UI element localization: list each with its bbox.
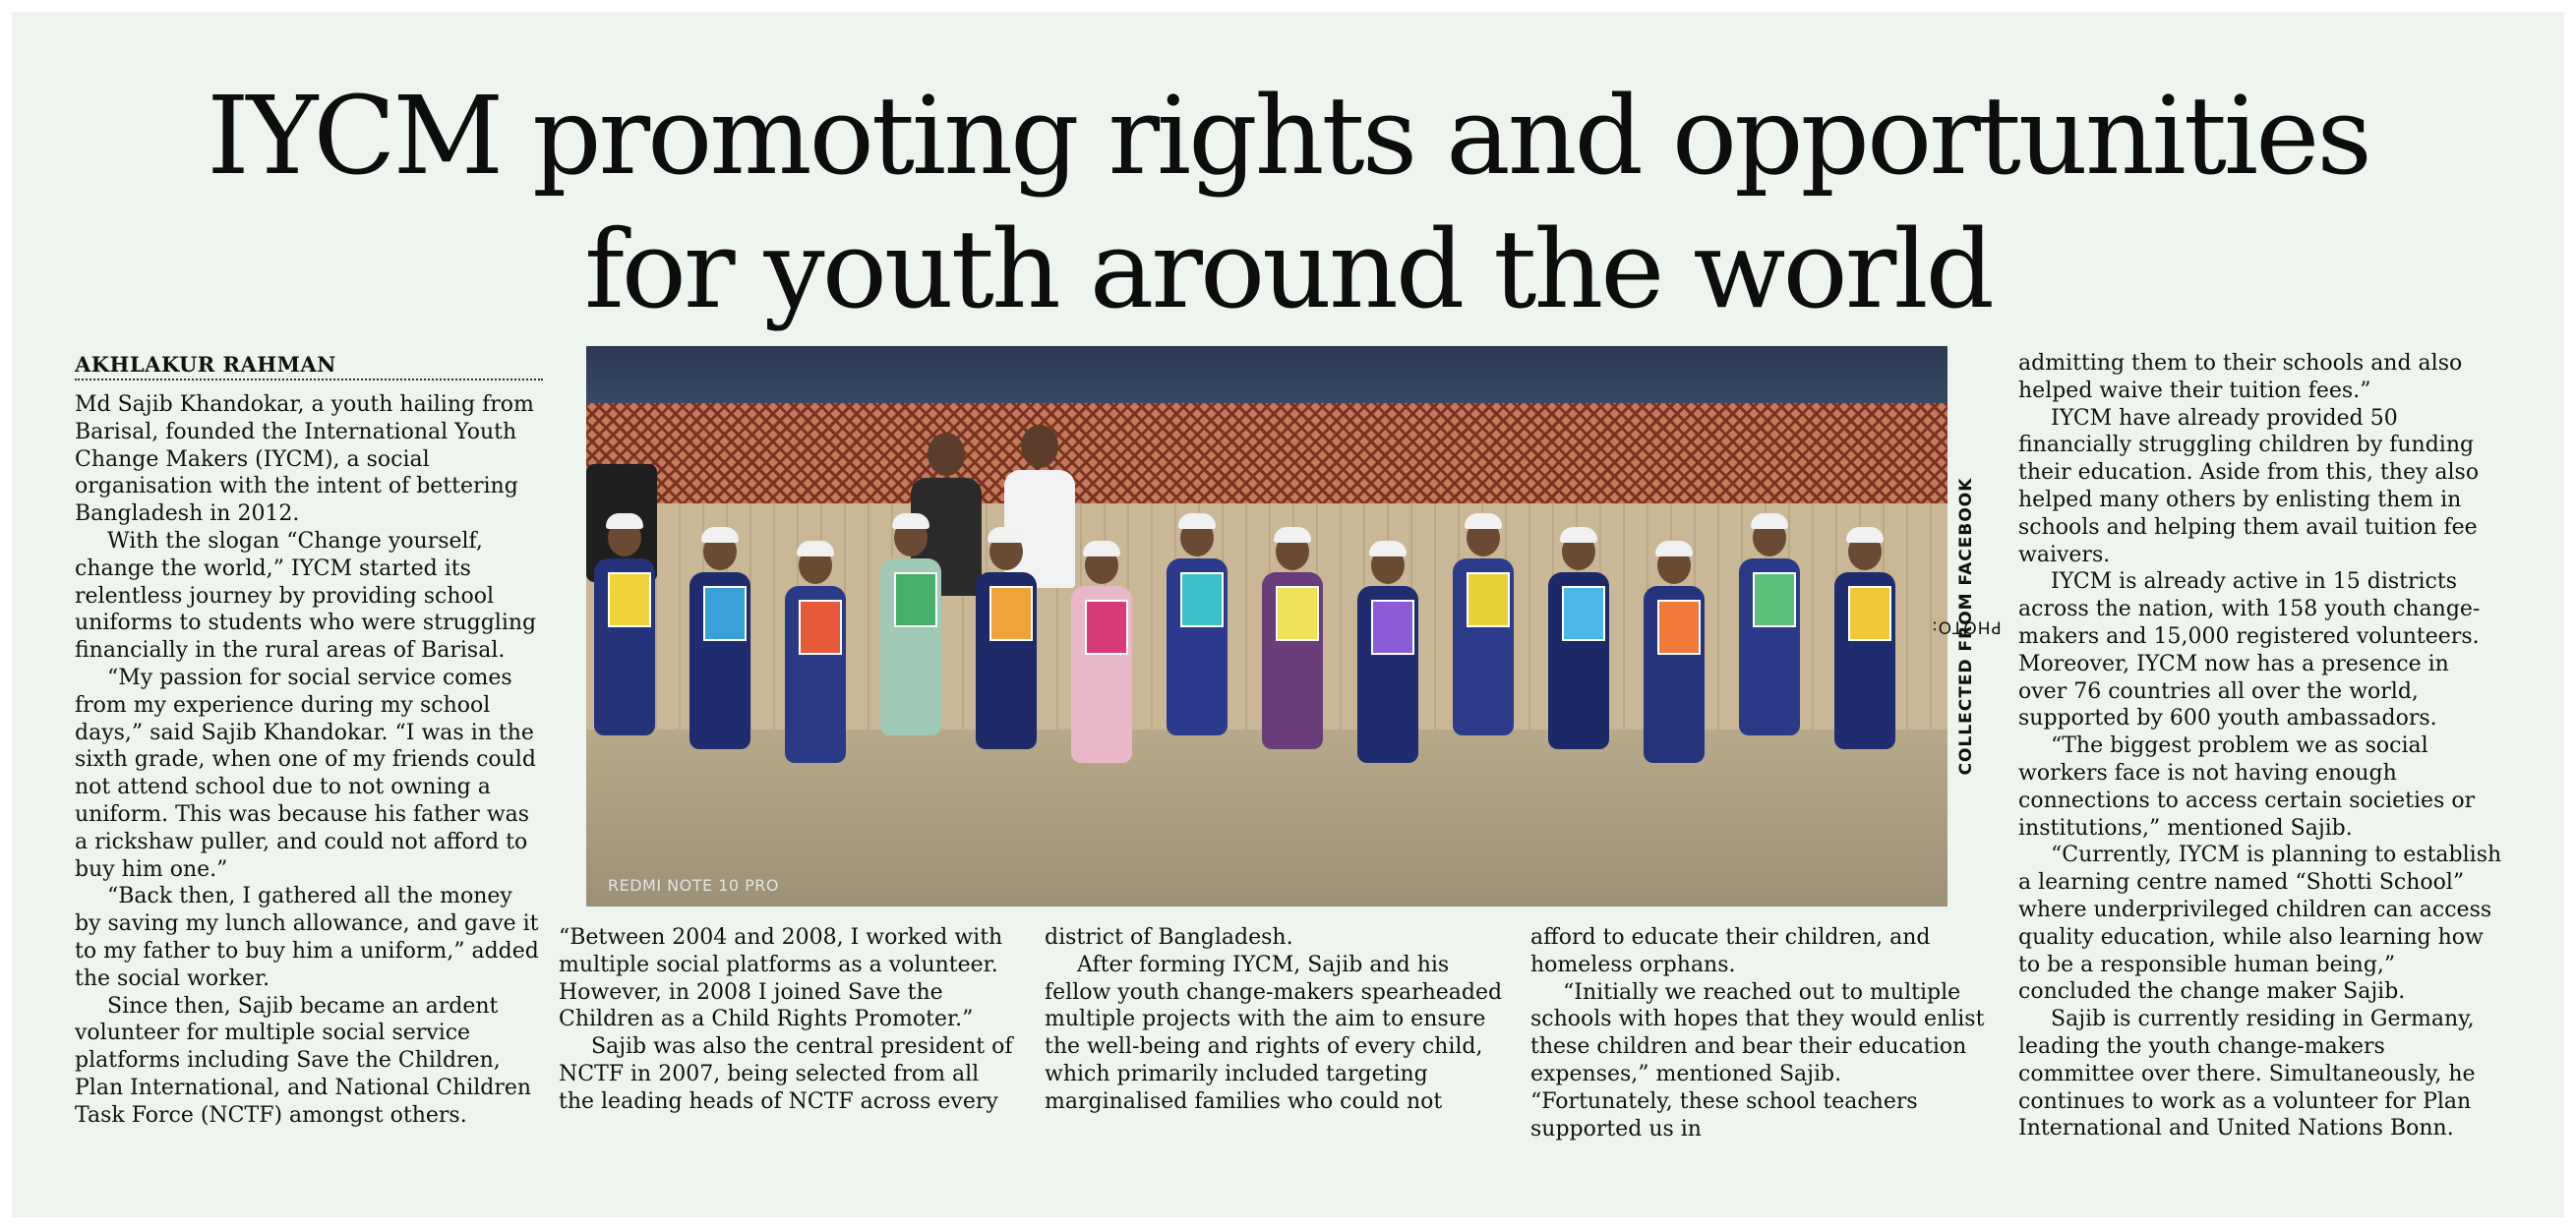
article-paragraph: Sajib was also the central president of NCTF in 2007, being selected from all the leading heads of NCTF across every [559, 1034, 1013, 1114]
photo-child-figure [1739, 513, 1800, 735]
article-column-3 [1045, 924, 1503, 1116]
article-paragraph: “Between 2004 and 2008, I worked with multiple social platforms as a volunteer. However, in 2008 I joined Save the Children as a Child Rights Promoter.” [559, 925, 1003, 1032]
headline [12, 69, 2564, 336]
article-paragraph: “Currently, IYCM is planning to establish a learning centre named “Shotti School” where underprivileged children can access quality education, while also learning how to be a responsible human being,” concluded the change maker Sajib. [2018, 843, 2502, 1005]
photo-child-figure [1262, 527, 1323, 749]
photo-credit [1931, 346, 2002, 907]
photo-child-figure [1167, 513, 1228, 735]
headline-line-2: for youth around the world [584, 206, 1992, 332]
photo-child-figure [1357, 541, 1418, 763]
photo-child-figure [1071, 541, 1132, 763]
byline: AKHLAKUR RAHMAN [75, 352, 336, 377]
article-paragraph: Sajib is currently residing in Germany, leading the youth change-makers committee over there. Simultaneously, he continues to work as a volunteer for Plan International and United Nations Bonn. [2018, 1007, 2476, 1141]
article-paragraph: “The biggest problem we as social workers face is not having enough connections to access certain societies or institutions,” mentioned Sajib. [2018, 733, 2476, 841]
article-paragraph: “Initially we reached out to multiple schools with hopes that they would enlist these children and bear their education expenses,” mentioned Sajib. “Fortunately, these school teachers supported us in [1530, 979, 1985, 1141]
article-paragraph: IYCM is already active in 15 districts across the nation, with 158 youth change-makers and 15,000 registered volunteers. Moreover, IYCM now has a presence in over 76 countries all over the world, supported by 600 youth ambassadors. [2018, 569, 2481, 732]
byline-divider [75, 379, 543, 380]
article-column-4 [1530, 924, 1989, 1142]
photo-child-figure [1453, 513, 1514, 735]
photo-watermark: REDMI NOTE 10 PRO [608, 876, 779, 895]
article-paragraph: “Back then, I gathered all the money by saving my lunch allowance, and gave it to my father to buy him a uniform,” added the social worker. [75, 884, 539, 991]
article-paragraph: “My passion for social service comes from my experience during my school days,” said Sajib Khandokar. “I was in the sixth grade, when one of my friends could not attend school due to not owning a uniform. This was because his father was a rickshaw puller, and could not afford to buy him one.” [75, 665, 536, 882]
article-paragraph: After forming IYCM, Sajib and his fellow youth change-makers spearheaded multiple projects with the aim to ensure the well-being and rights of every child, which primarily included targeting marginalised families who could not [1045, 952, 1503, 1114]
headline-line-1: IYCM promoting rights and opportunities [207, 73, 2369, 199]
photo-child-figure [594, 513, 655, 735]
article-column-5 [2018, 350, 2502, 1142]
photo-child-figure [785, 541, 846, 763]
article-paragraph: IYCM have already provided 50 financially struggling children by funding their education. Aside from this, they also helped many others by enlisting them in schools and helping them avail tuition fee waivers. [2018, 405, 2480, 567]
article-column-1 [75, 391, 543, 1130]
photo-child-figure [1834, 527, 1895, 749]
article-paragraph: Md Sajib Khandokar, a youth hailing from Barisal, founded the International Youth Change Makers (IYCM), a social organisation with the intent of bettering Bangladesh in 2012. [75, 392, 534, 527]
photo-child-figure [1644, 541, 1705, 763]
article-paragraph: district of Bangladesh. [1045, 925, 1293, 950]
photo-child-figure [689, 527, 750, 749]
photo-child-figure [880, 513, 941, 735]
photo-credit-source: COLLECTED FROM FACEBOOK [1956, 477, 1976, 776]
article-column-2 [559, 924, 1017, 1116]
article-photo [586, 346, 1947, 907]
photo-child-figure [1548, 527, 1609, 749]
article-paragraph: afford to educate their children, and homeless orphans. [1530, 925, 1931, 977]
photo-child-figure [976, 527, 1037, 749]
article-paragraph: Since then, Sajib became an ardent volunteer for multiple social service platforms including Save the Children, Plan International, and National Children Task Force (NCTF) amongst others. [75, 993, 532, 1128]
article-paragraph: With the slogan “Change yourself, change the world,” IYCM started its relentless journey by providing school uniforms to students who were struggling financially in the rural areas of Barisal. [75, 528, 537, 664]
article-paragraph: admitting them to their schools and also helped waive their tuition fees.” [2018, 351, 2463, 403]
photo-credit-prefix: PHOTO: [1931, 616, 2002, 637]
